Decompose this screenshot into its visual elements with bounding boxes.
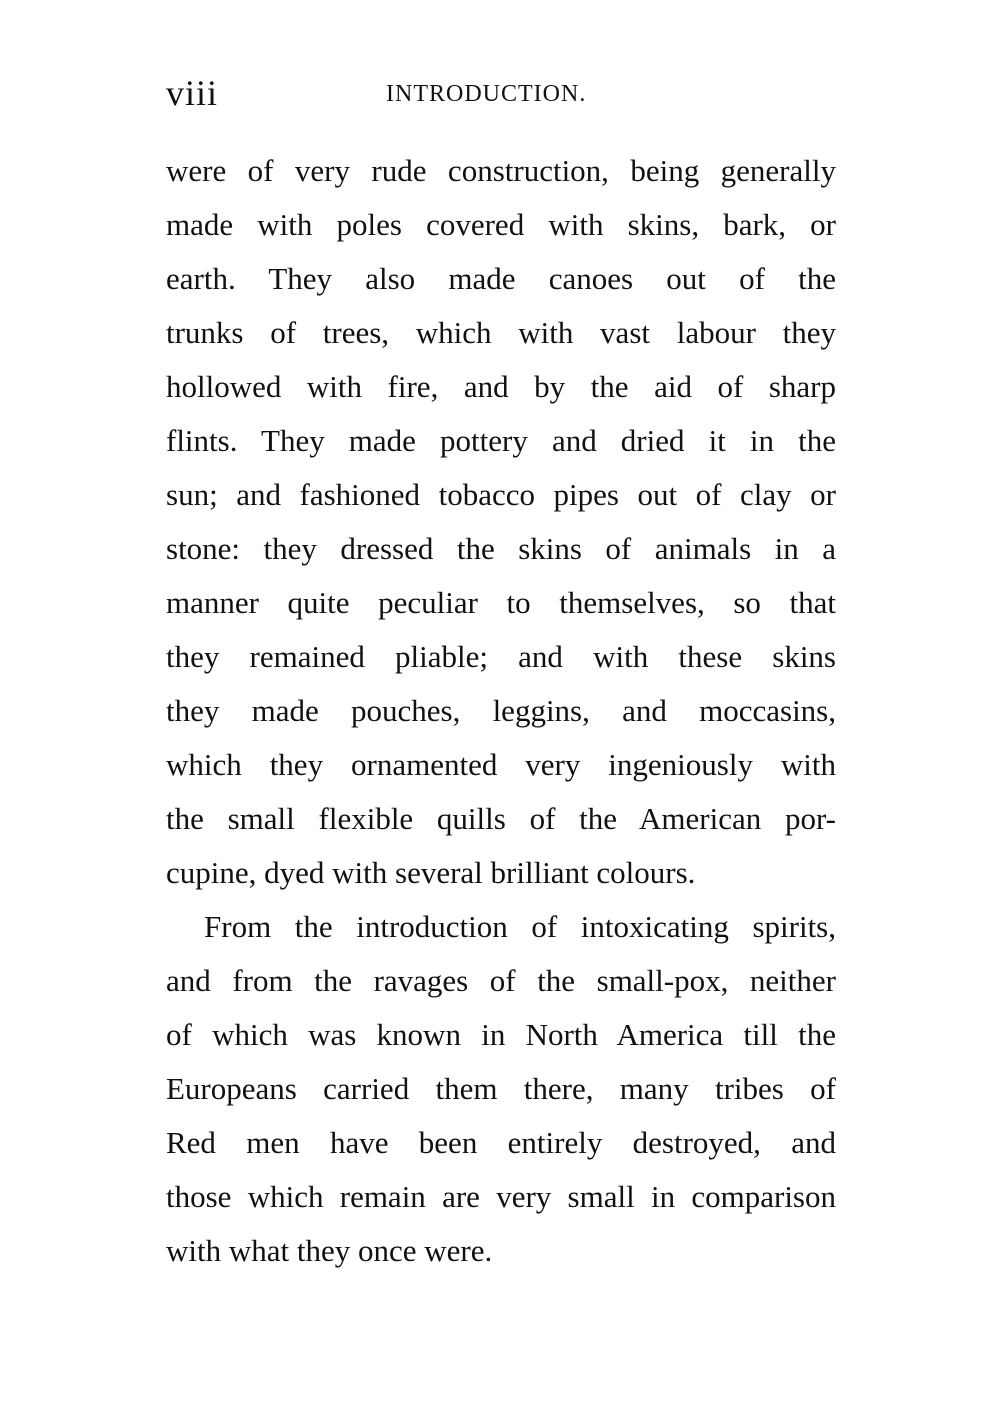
text-line: sun; and fashioned tobacco pipes out of clay or — [166, 477, 836, 512]
text-line: which they ornamented very ingeniously with — [166, 747, 836, 782]
text-line: were of very rude construction, being generally — [166, 153, 836, 188]
text-line: Red men have been entirely destroyed, and — [166, 1125, 836, 1160]
text-line: cupine, dyed with several brilliant colours. — [166, 855, 696, 890]
text-line: trunks of trees, which with vast labour they — [166, 315, 836, 350]
body-text — [166, 144, 836, 1278]
text-line: they remained pliable; and with these skins — [166, 639, 836, 674]
text-line: made with poles covered with skins, bark, or — [166, 207, 836, 242]
text-line: and from the ravages of the small-pox, neither — [166, 963, 836, 998]
paragraph-2 — [166, 900, 836, 1278]
text-line: stone: they dressed the skins of animals in a — [166, 531, 836, 566]
text-line: Europeans carried them there, many tribes of — [166, 1071, 836, 1106]
text-line: hollowed with fire, and by the aid of sharp — [166, 369, 836, 404]
text-line: earth. They also made canoes out of the — [166, 261, 836, 296]
text-line: the small flexible quills of the American por- — [166, 801, 836, 836]
text-line: they made pouches, leggins, and moccasins, — [166, 693, 836, 728]
page-number: viii — [166, 73, 219, 113]
paragraph-1 — [166, 144, 836, 900]
text-line: with what they once were. — [166, 1233, 493, 1268]
text-line: From the introduction of intoxicating spirits, — [204, 909, 836, 944]
text-line: manner quite peculiar to themselves, so that — [166, 585, 836, 620]
text-line: of which was known in North America till the — [166, 1017, 836, 1052]
text-line: those which remain are very small in comparison — [166, 1179, 836, 1214]
running-title: INTRODUCTION. — [386, 81, 587, 107]
text-line: flints. They made pottery and dried it in the — [166, 423, 836, 458]
running-head — [166, 72, 836, 122]
